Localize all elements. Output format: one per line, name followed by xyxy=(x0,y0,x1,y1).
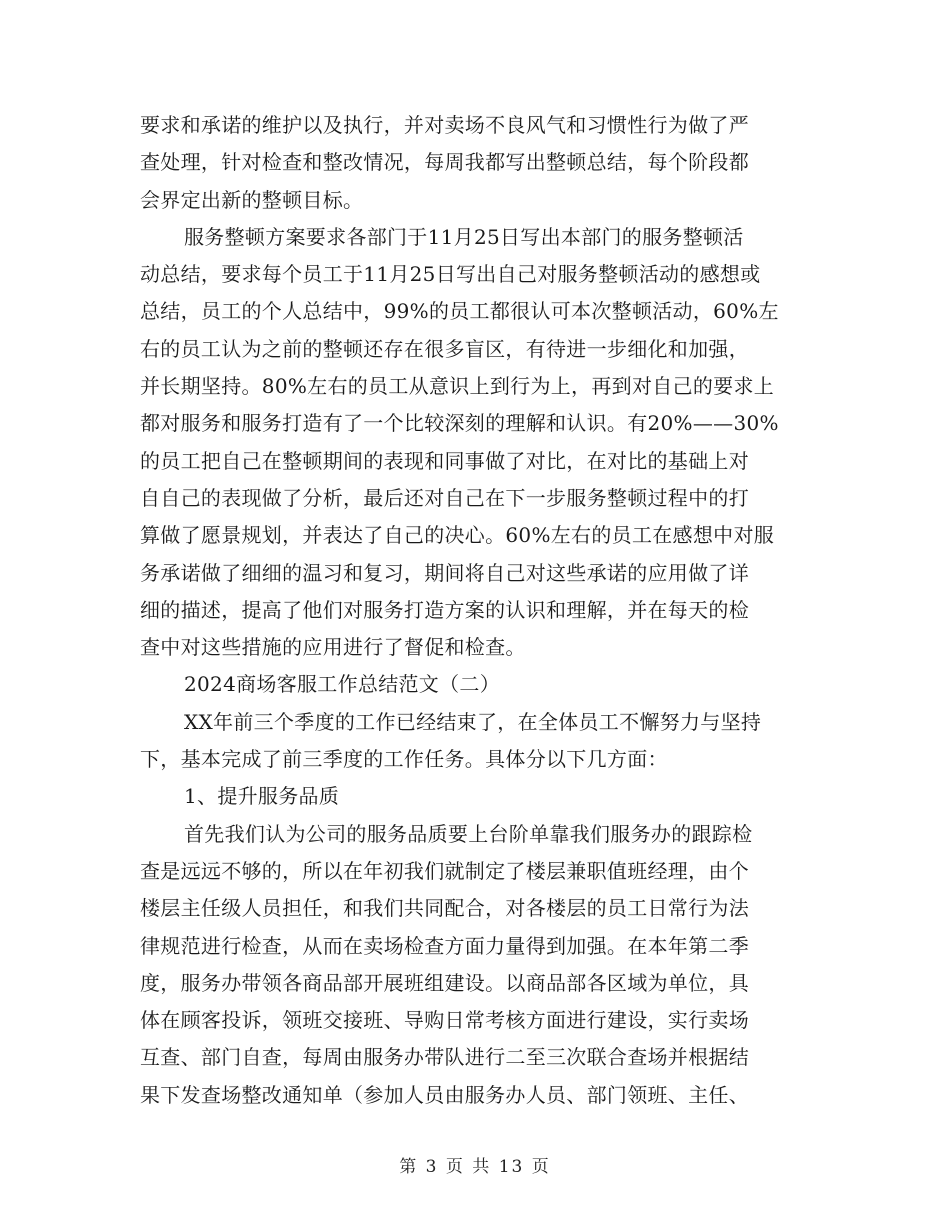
text-line: 务承诺做了细细的温习和复习，期间将自己对这些承诺的应用做了详 xyxy=(140,560,749,585)
body-text xyxy=(140,107,810,1114)
text-line: 的员工把自己在整顿期间的表现和同事做了对比，在对比的基础上对 xyxy=(140,448,749,473)
text-line: 都对服务和服务打造有了一个比较深刻的理解和认识。有20%——30% xyxy=(140,411,779,436)
text-line: 度，服务办带领各商品部开展班组建设。以商品部各区域为单位，具 xyxy=(140,970,749,995)
text-line: 会界定出新的整顿目标。 xyxy=(140,187,364,212)
text-line: 1、提升服务品质 xyxy=(184,784,340,809)
text-line: 算做了愿景规划，并表达了自己的决心。60%左右的员工在感想中对服 xyxy=(140,523,775,548)
text-line: 楼层主任级人员担任，和我们共同配合，对各楼层的员工日常行为法 xyxy=(140,896,749,921)
text-line: 要求和承诺的维护以及执行，并对卖场不良风气和习惯性行为做了严 xyxy=(140,113,749,137)
text-line: 动总结，要求每个员工于11月25日写出自己对服务整顿活动的感想或 xyxy=(140,262,761,287)
text-line: 查是远远不够的，所以在年初我们就制定了楼层兼职值班经理，由个 xyxy=(140,858,749,883)
text-line: 律规范进行检查，从而在卖场检查方面力量得到加强。在本年第二季 xyxy=(140,933,749,958)
text-line: 总结，员工的个人总结中，99%的员工都很认可本次整顿活动，60%左 xyxy=(140,299,779,324)
text-line: 首先我们认为公司的服务品质要上台阶单靠我们服务办的跟踪检 xyxy=(184,821,753,846)
text-line: 查中对这些措施的应用进行了督促和检查。 xyxy=(140,635,526,660)
text-line: 2024商场客服工作总结范文（二） xyxy=(184,672,500,697)
text-line: 服务整顿方案要求各部门于11月25日写出本部门的服务整顿活 xyxy=(184,224,744,249)
text-line: 自自己的表现做了分析，最后还对自己在下一步服务整顿过程中的打 xyxy=(140,485,749,510)
text-line: XX年前三个季度的工作已经结束了，在全体员工不懈努力与坚持 xyxy=(184,709,762,734)
text-line: 查处理，针对检查和整改情况，每周我都写出整顿总结，每个阶段都 xyxy=(140,150,749,175)
document-body xyxy=(140,107,810,1114)
page-footer: 第 3 页 共 13 页 xyxy=(399,1157,551,1177)
text-line: 并长期坚持。80%左右的员工从意识上到行为上，再到对自己的要求上 xyxy=(140,374,775,399)
text-line: 下，基本完成了前三季度的工作任务。具体分以下几方面： xyxy=(140,747,668,772)
text-line: 果下发查场整改通知单（参加人员由服务办人员、部门领班、主任、 xyxy=(140,1082,749,1107)
text-line: 互查、部门自查，每周由服务办带队进行二至三次联合查场并根据结 xyxy=(140,1045,749,1070)
text-line: 右的员工认为之前的整顿还存在很多盲区，有待进一步细化和加强， xyxy=(140,336,749,361)
text-line: 体在顾客投诉，领班交接班、导购日常考核方面进行建设，实行卖场 xyxy=(140,1008,749,1033)
text-line: 细的描述，提高了他们对服务打造方案的认识和理解，并在每天的检 xyxy=(140,597,749,622)
